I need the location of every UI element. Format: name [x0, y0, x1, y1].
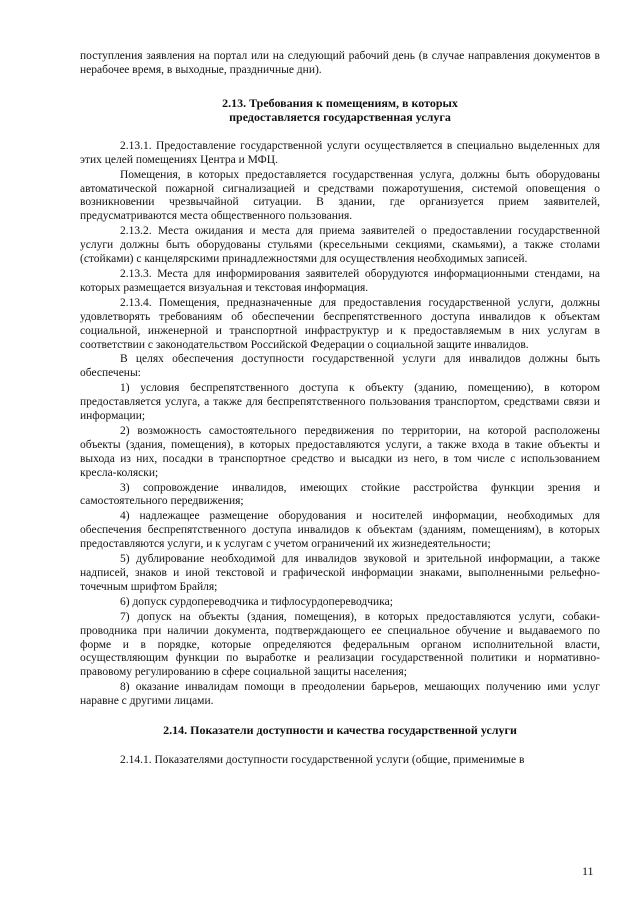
paragraph-premises-equipment: Помещения, в которых предоставляется государственная услуга, должны быть оборудованы автоматической пожарной сигнализацией и средствами пожаротушения, системой оповещения о возникновении чрезвычайной ситуации. В здании, где организуется прием заявителей, предусматриваются места общественного пользования.	[80, 168, 600, 223]
list-item-5: 5) дублирование необходимой для инвалидов звуковой и зрительной информации, а также надписей, знаков и иной текстовой и графической информации знаками, выполненными рельефно-точечным шрифтом Брайля;	[80, 553, 600, 593]
page-number: 11	[582, 864, 594, 878]
section-2-13-title-line-1: 2.13. Требования к помещениям, в которых	[222, 95, 458, 110]
paragraph-2-14-1: 2.14.1. Показателями доступности государственной услуги (общие, применимые в	[120, 753, 525, 766]
list-item-6: 6) допуск сурдопереводчика и тифлосурдопереводчика;	[120, 595, 393, 608]
paragraph-accessibility-intro: В целях обеспечения доступности государственной услуги для инвалидов должны быть обеспечены:	[80, 353, 600, 380]
section-2-14-body	[80, 754, 600, 768]
list-item-7: 7) допуск на объекты (здания, помещения), в которых предоставляются услуги, собаки-проводника при наличии документа, подтверждающего ее специальное обучение и выдаваемого по форме и в порядке, которые определяются федеральным органом исполнительной власти, осуществляющим функции по выработке и реализации государственной политики и нормативно-правовому регулированию в сфере социальной защиты населения;	[80, 610, 600, 679]
list-item-4: 4) надлежащее размещение оборудования и носителей информации, необходимых для обеспечения беспрепятственного доступа инвалидов к объектам (зданиям, помещениям), в которых предоставляются услуги, и к услугам с учетом ограничений их жизнедеятельности;	[80, 510, 600, 551]
list-item-3: 3) сопровождение инвалидов, имеющих стойкие расстройства функции зрения и самостоятельного передвижения;	[80, 481, 600, 508]
list-item-8: 8) оказание инвалидам помощи в преодолении барьеров, мешающих получению ими услуг наравне с другими лицами.	[80, 681, 600, 708]
section-2-13-body	[80, 140, 600, 709]
list-item-1: 1) условия беспрепятственного доступа к объекту (зданию, помещению), в котором предоставляется услуга, а также для беспрепятственного пользования транспортом, средствами связи и информации;	[80, 382, 600, 423]
paragraph-2-13-1: 2.13.1. Предоставление государственной услуги осуществляется в специально выделенных для этих целей помещениях Центра и МФЦ.	[80, 139, 600, 166]
paragraph-2-13-4: 2.13.4. Помещения, предназначенные для предоставления государственной услуги, должны удовлетворять требованиям об обеспечении беспрепятственного доступа инвалидов к объектам социальной, инженерной и транспортной инфраструктур и к предоставляемым в них услугам в соответствии с законодательством Российской Федерации о социальной защите инвалидов.	[80, 296, 600, 351]
section-2-13-title-line-2: предоставляется государственная услуга	[229, 110, 451, 125]
section-2-14-heading: 2.14. Показатели доступности и качества государственной услуги	[163, 723, 517, 738]
page-content	[80, 50, 600, 767]
list-item-2: 2) возможность самостоятельного передвижения по территории, на которой расположены объекты (здания, помещения), в которых предоставляются услуги, а также входа в такие объекты и выхода из них, посадки в транспортное средство и высадки из него, в том числе с использованием кресла-коляски;	[80, 424, 600, 479]
paragraph-2-13-2: 2.13.2. Места ожидания и места для приема заявителей о предоставлении государственной услуги должны быть оборудованы стульями (кресельными секциями, скамьями), а также столами (стойками) с канцелярскими принадлежностями для осуществления необходимых записей.	[80, 225, 600, 266]
intro-paragraph: поступления заявления на портал или на следующий рабочий день (в случае направления документов в нерабочее время, в выходные, праздничные дни).	[80, 50, 600, 76]
section-2-13-heading	[80, 96, 600, 125]
paragraph-2-13-3: 2.13.3. Места для информирования заявителей оборудуются информационными стендами, на которых размещается визуальная и текстовая информация.	[80, 267, 600, 294]
